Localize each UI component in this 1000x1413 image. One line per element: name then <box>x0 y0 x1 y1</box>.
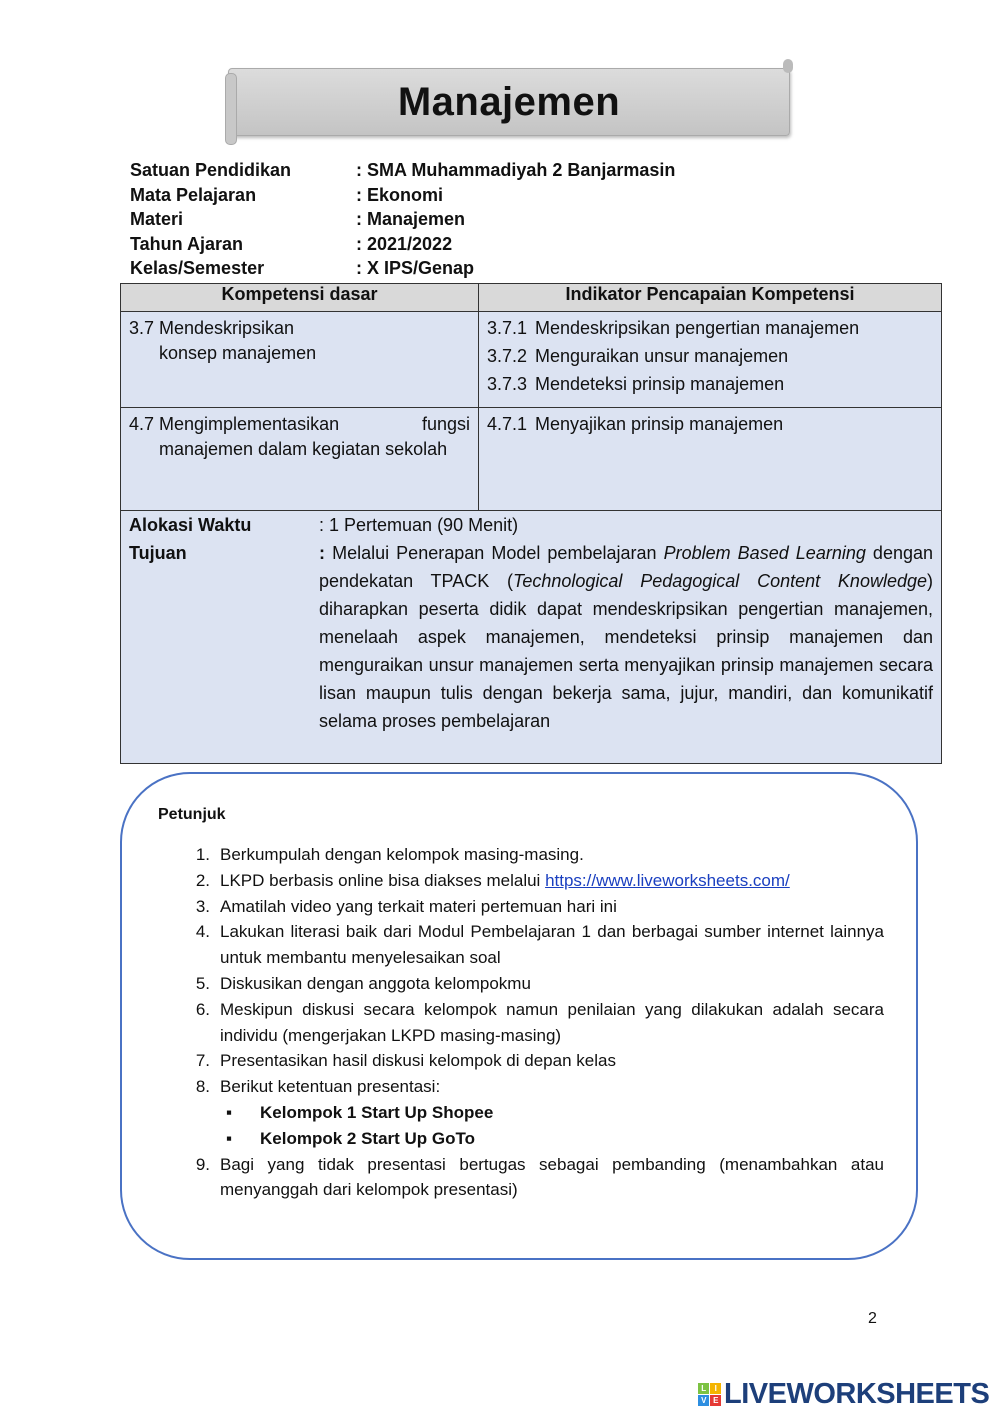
info-label: Kelas/Semester <box>130 258 265 278</box>
info-label: Tahun Ajaran <box>130 233 244 254</box>
tujuan-part: Melalui Penerapan Model pembelajaran <box>325 543 664 563</box>
item-text: Presentasikan hasil diskusi kelompok di depan kelas <box>220 1051 616 1071</box>
objective-cell <box>121 511 942 764</box>
page-number: 2 <box>868 1310 877 1327</box>
ipk-number: 3.7.1 <box>487 318 528 338</box>
item-text: Bagi yang tidak presentasi bertugas sebagai pembanding (menambahkan atau menyanggah dari kelompok presentasi) <box>220 1154 884 1200</box>
kd-text: Mengimplementasikan fungsi manajemen dalam kegiatan sekolah <box>159 414 470 459</box>
info-block <box>130 160 675 283</box>
list-item: 9. Bagi yang tidak presentasi bertugas sebagai pembanding (menambahkan atau menyanggah dari kelompok presentasi) <box>176 1152 884 1204</box>
alokasi-label: Alokasi Waktu <box>129 515 252 535</box>
sub-text: Kelompok 2 Start Up GoTo <box>260 1128 476 1148</box>
info-value: : X IPS/Genap <box>356 258 475 278</box>
info-value: : Ekonomi <box>356 184 444 205</box>
sub-item <box>176 1100 884 1126</box>
petunjuk-list <box>176 842 884 1203</box>
tujuan-part: dengan pendekatan TPACK ( <box>319 543 933 591</box>
petunjuk-box <box>120 772 918 1260</box>
tujuan-text <box>319 539 933 735</box>
kd-number: 3.7 <box>129 318 155 338</box>
ipk-cell <box>479 312 942 408</box>
info-value: : Manajemen <box>356 209 466 229</box>
kd-cell <box>121 408 479 511</box>
ipk-text: Mendeteksi prinsip manajemen <box>535 374 785 394</box>
kd-text: Mendeskripsikan konsep manajemen <box>159 318 317 363</box>
item-text: Berkumpulah dengan kelompok masing-masing. <box>220 845 584 864</box>
liveworksheets-link[interactable]: https://www.liveworksheets.com/ <box>545 870 790 890</box>
colon: : <box>319 543 325 563</box>
list-item: 1. Berkumpulah dengan kelompok masing-masing. <box>176 842 884 868</box>
list-item: 6. Meskipun diskusi secara kelompok namun penilaian yang dilakukan adalah secara individu (mengerjakan LKPD masing-masing) <box>176 997 884 1049</box>
alokasi-value: : 1 Pertemuan (90 Menit) <box>319 515 519 535</box>
tujuan-tpack: Technological Pedagogical Content Knowledge <box>513 571 927 591</box>
liveworksheets-logo <box>698 1378 989 1411</box>
ipk-cell <box>479 408 942 511</box>
list-item: 8. Berikut ketentuan presentasi: <box>176 1074 884 1100</box>
header-kd: Kompetensi dasar <box>121 284 479 312</box>
info-value: : 2021/2022 <box>356 233 453 254</box>
sub-item <box>176 1126 884 1152</box>
sub-text: Kelompok 1 Start Up Shopee <box>260 1102 494 1122</box>
header-ipk: Indikator Pencapaian Kompetensi <box>479 284 942 312</box>
competency-table <box>120 283 942 764</box>
list-item: 4. Lakukan literasi baik dari Modul Pembelajaran 1 dan berbagai sumber internet lainnya untuk membantu menyelesaikan soal <box>176 919 884 971</box>
tujuan-pbl: Problem Based Learning <box>663 543 866 563</box>
tujuan-part: ) diharapkan peserta didik dapat mendeskripsikan pengertian manajemen, menelaah aspek manajemen, mendeteksi prinsip manajemen dan menguraikan unsur manajemen serta menyajikan prinsip manajemen secara lisan maupun tulis dengan bekerja sama, jujur, mandiri, dan komunikatif selama proses pembelajaran <box>319 571 933 731</box>
item-text: Diskusikan dengan anggota kelompokmu <box>220 973 531 993</box>
bullet-icon: ▪ <box>226 1128 233 1148</box>
ipk-number: 3.7.3 <box>487 374 528 394</box>
ipk-number: 3.7.2 <box>487 346 528 366</box>
logo-icon: L I V E <box>698 1383 721 1406</box>
item-text: Meskipun diskusi secara kelompok namun penilaian yang dilakukan adalah secara individu (mengerjakan LKPD masing-masing) <box>220 999 884 1045</box>
info-label: Mata Pelajaran <box>130 184 257 205</box>
ipk-text: Menyajikan prinsip manajemen <box>535 414 784 434</box>
logo-text: LIVEWORKSHEETS <box>724 1378 990 1410</box>
ipk-text: Mendeskripsikan pengertian manajemen <box>535 318 860 338</box>
info-value: : SMA Muhammadiyah 2 Banjarmasin <box>356 160 676 180</box>
tujuan-label: Tujuan <box>129 543 187 563</box>
item-text: LKPD berbasis online bisa diakses melalui <box>220 870 546 890</box>
petunjuk-title: Petunjuk <box>158 806 226 823</box>
list-item: 2. LKPD berbasis online bisa diakses melalui https://www.liveworksheets.com/ <box>195 870 790 890</box>
title-banner <box>228 68 790 136</box>
list-item: 7. Presentasikan hasil diskusi kelompok di depan kelas <box>176 1048 884 1074</box>
info-label: Satuan Pendidikan <box>130 160 292 180</box>
list-item: 3. Amatilah video yang terkait materi pertemuan hari ini <box>176 894 884 920</box>
ipk-text: Menguraikan unsur manajemen <box>535 346 789 366</box>
list-item: 5. Diskusikan dengan anggota kelompokmu <box>176 971 884 997</box>
kd-number: 4.7 <box>129 414 155 434</box>
item-text: Lakukan literasi baik dari Modul Pembelajaran 1 dan berbagai sumber internet lainnya untuk membantu menyelesaikan soal <box>220 922 884 968</box>
item-text: Berikut ketentuan presentasi: <box>220 1077 441 1097</box>
page-title: Manajemen <box>397 79 621 124</box>
kd-cell <box>121 312 479 408</box>
info-label: Materi <box>130 209 184 229</box>
item-text: Amatilah video yang terkait materi pertemuan hari ini <box>220 896 617 916</box>
ipk-number: 4.7.1 <box>487 414 528 434</box>
bullet-icon: ▪ <box>226 1102 233 1122</box>
